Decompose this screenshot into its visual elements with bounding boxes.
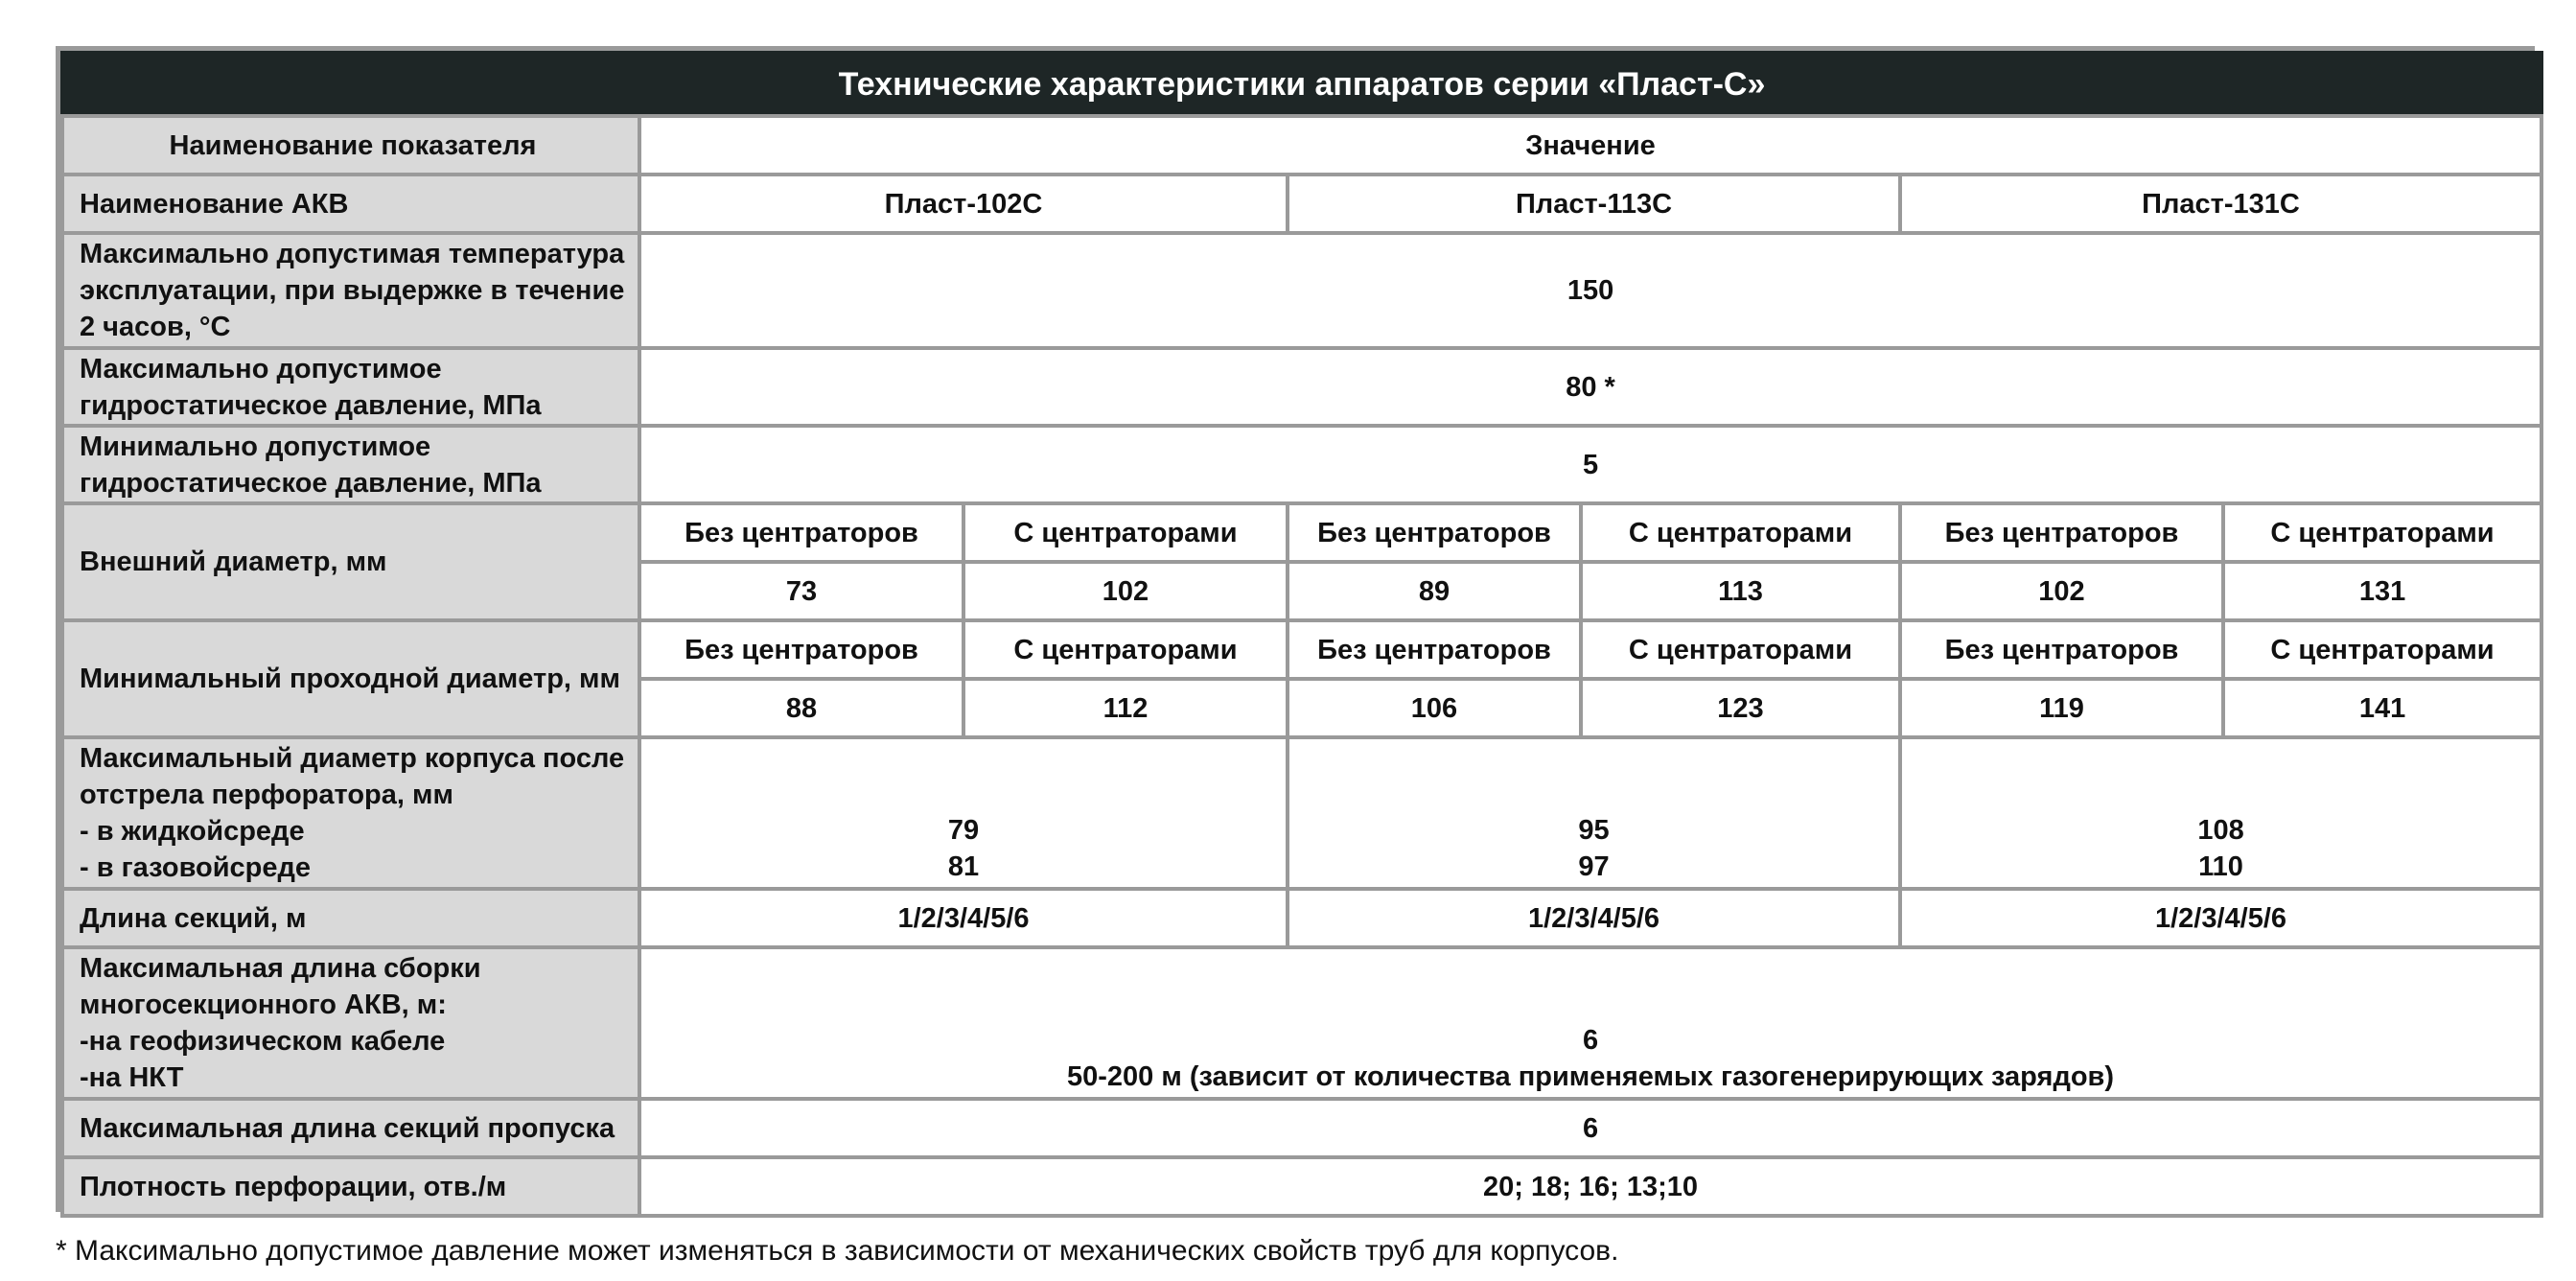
label-line: Максимально допустимое [80, 353, 442, 384]
row-label: Минимальный проходной диаметр, мм [62, 620, 639, 737]
header-row [62, 116, 2541, 175]
table-row [62, 947, 2541, 1099]
cell-value: 102 [1900, 562, 2223, 620]
model-name: Пласт-113С [1288, 175, 1900, 233]
label-line: многосекционного АКВ, м: [80, 990, 447, 1020]
row-label: Внешний диаметр, мм [62, 503, 639, 620]
cell-value: 102 [963, 562, 1288, 620]
cell-value: 73 [639, 562, 963, 620]
row-label: Плотность перфорации, отв./м [62, 1157, 639, 1216]
subheader-cell: Без центраторов [639, 620, 963, 679]
subheader-cell: С центраторами [1581, 503, 1900, 562]
cell-value: 20; 18; 16; 13;10 [639, 1157, 2541, 1216]
row-label [62, 737, 639, 889]
cell-value [1900, 737, 2541, 889]
label-line: отстрела перфоратора, мм [80, 780, 453, 810]
cell-value: 141 [2223, 679, 2541, 737]
cell-value: 1/2/3/4/5/6 [639, 889, 1288, 947]
cell-value: 150 [639, 233, 2541, 348]
row-label [62, 426, 639, 503]
row-label: Длина секций, м [62, 889, 639, 947]
table-row [62, 1157, 2541, 1216]
subheader-cell: С центраторами [1581, 620, 1900, 679]
cell-value: 106 [1288, 679, 1581, 737]
table-row [62, 620, 2541, 679]
header-param: Наименование показателя [62, 116, 639, 175]
table-row [62, 348, 2541, 426]
subheader-cell: Без центраторов [1288, 503, 1581, 562]
cell-value: 131 [2223, 562, 2541, 620]
cell-value: 80 * [639, 348, 2541, 426]
row-label: Наименование АКВ [62, 175, 639, 233]
cell-value: 6 [639, 1099, 2541, 1157]
row-label [62, 348, 639, 426]
label-line: Максимальная длина сборки [80, 953, 481, 984]
table-title: Технические характеристики аппаратов серии «Пласт-С» [62, 53, 2541, 116]
table-row [62, 503, 2541, 562]
table-row [62, 233, 2541, 348]
spec-table-frame [56, 46, 2535, 1212]
label-line: 2 часов, °С [80, 312, 231, 342]
cell-value [1288, 737, 1900, 889]
cell-value: 88 [639, 679, 963, 737]
subheader-cell: С центраторами [963, 503, 1288, 562]
spec-table [60, 51, 2543, 1218]
cell-value: 1/2/3/4/5/6 [1900, 889, 2541, 947]
label-line: гидростатическое давление, МПа [80, 467, 542, 499]
label-line: Максимальный диаметр корпуса после [80, 743, 625, 774]
label-line: -на геофизическом кабеле [80, 1026, 446, 1057]
title-row [62, 53, 2541, 116]
label-line: - в жидкойсреде [80, 816, 305, 847]
liquid-value: 95 [1578, 815, 1610, 846]
table-row [62, 426, 2541, 503]
footnote: * Максимально допустимое давление может изменяться в зависимости от механических свойств труб для корпусов. [56, 1235, 1619, 1267]
cell-value: 1/2/3/4/5/6 [1288, 889, 1900, 947]
liquid-value: 108 [2197, 815, 2244, 846]
subheader-cell: Без центраторов [639, 503, 963, 562]
label-line: Минимально допустимое [80, 431, 431, 462]
cell-value: 5 [639, 426, 2541, 503]
cell-value: 113 [1581, 562, 1900, 620]
label-line: гидростатическое давление, МПа [80, 389, 542, 421]
row-label [62, 947, 639, 1099]
cell-value [639, 737, 1288, 889]
model-name: Пласт-131С [1900, 175, 2541, 233]
label-line: - в газовойсреде [80, 852, 312, 883]
label-line: эксплуатации, при выдержке в течение [80, 275, 625, 306]
label-line: Максимально допустимая температура [80, 239, 625, 269]
table-row [62, 737, 2541, 889]
cable-value: 6 [1582, 1025, 1599, 1056]
subheader-cell: С центраторами [2223, 620, 2541, 679]
table-row [62, 175, 2541, 233]
gas-value: 97 [1578, 851, 1610, 882]
subheader-cell: С центраторами [963, 620, 1288, 679]
gas-value: 110 [2198, 851, 2243, 882]
gas-value: 81 [947, 851, 980, 882]
liquid-value: 79 [947, 815, 980, 846]
model-name: Пласт-102С [639, 175, 1288, 233]
cell-value: 89 [1288, 562, 1581, 620]
row-label [62, 233, 639, 348]
label-line: -на НКТ [80, 1062, 184, 1093]
table-row [62, 889, 2541, 947]
subheader-cell: Без центраторов [1900, 620, 2223, 679]
table-row [62, 1099, 2541, 1157]
cell-value: 119 [1900, 679, 2223, 737]
cell-value [639, 947, 2541, 1099]
header-value: Значение [639, 116, 2541, 175]
cell-value: 112 [963, 679, 1288, 737]
row-label: Максимальная длина секций пропуска [62, 1099, 639, 1157]
subheader-cell: Без центраторов [1288, 620, 1581, 679]
subheader-cell: С центраторами [2223, 503, 2541, 562]
cell-value: 123 [1581, 679, 1900, 737]
nkt-value: 50-200 м (зависит от количества применяемых газогенерирующих зарядов) [1067, 1061, 2115, 1092]
subheader-cell: Без центраторов [1900, 503, 2223, 562]
